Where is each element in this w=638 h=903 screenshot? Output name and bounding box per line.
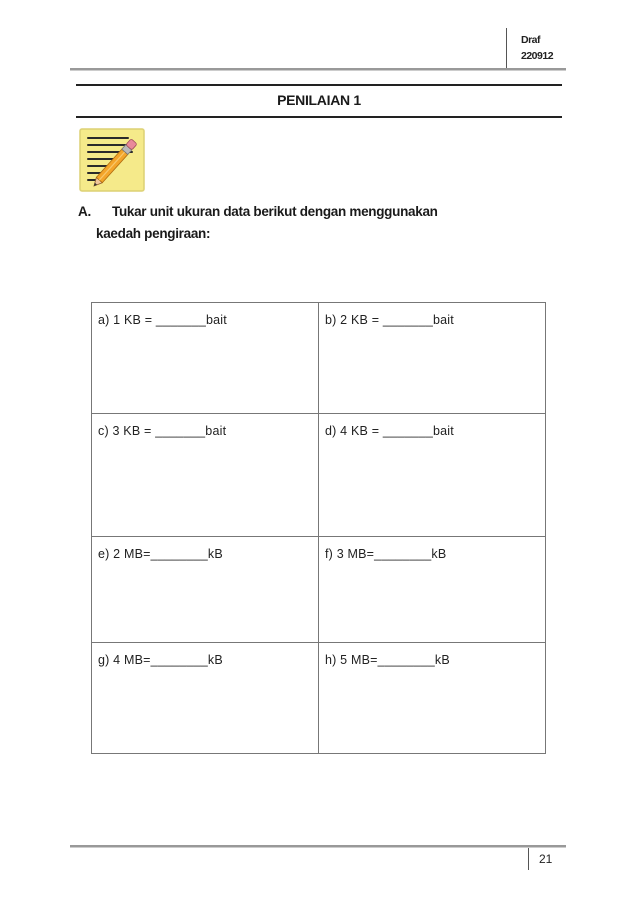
question-grid <box>91 302 546 754</box>
header-rule <box>70 68 566 71</box>
page-number: 21 <box>539 852 553 866</box>
notepad-pencil-icon <box>76 126 148 194</box>
question-row <box>92 414 546 537</box>
question-cell-a[interactable]: a) 1 KB = _______bait <box>92 303 319 414</box>
question-row <box>92 303 546 414</box>
draft-label-line2: 220912 <box>521 50 554 62</box>
instruction-line1: Tukar unit ukuran data berikut dengan menggunakan <box>112 204 438 219</box>
question-row <box>92 537 546 643</box>
question-row <box>92 643 546 754</box>
question-cell-b[interactable]: b) 2 KB = _______bait <box>319 303 546 414</box>
section-a-instruction <box>78 201 558 245</box>
title-bar <box>76 84 562 118</box>
page-title: PENILAIAN 1 <box>277 92 361 108</box>
question-cell-d[interactable]: d) 4 KB = _______bait <box>319 414 546 537</box>
footer-rule <box>70 845 566 848</box>
draft-label-line1: Draf <box>521 34 541 46</box>
instruction-line2: kaedah pengiraan: <box>96 226 211 241</box>
question-cell-c[interactable]: c) 3 KB = _______bait <box>92 414 319 537</box>
question-cell-e[interactable]: e) 2 MB=________kB <box>92 537 319 643</box>
question-cell-h[interactable]: h) 5 MB=________kB <box>319 643 546 754</box>
section-letter: A. <box>78 204 91 219</box>
question-cell-f[interactable]: f) 3 MB=________kB <box>319 537 546 643</box>
draft-label <box>506 28 567 70</box>
question-cell-g[interactable]: g) 4 MB=________kB <box>92 643 319 754</box>
page-number-box <box>528 848 565 870</box>
